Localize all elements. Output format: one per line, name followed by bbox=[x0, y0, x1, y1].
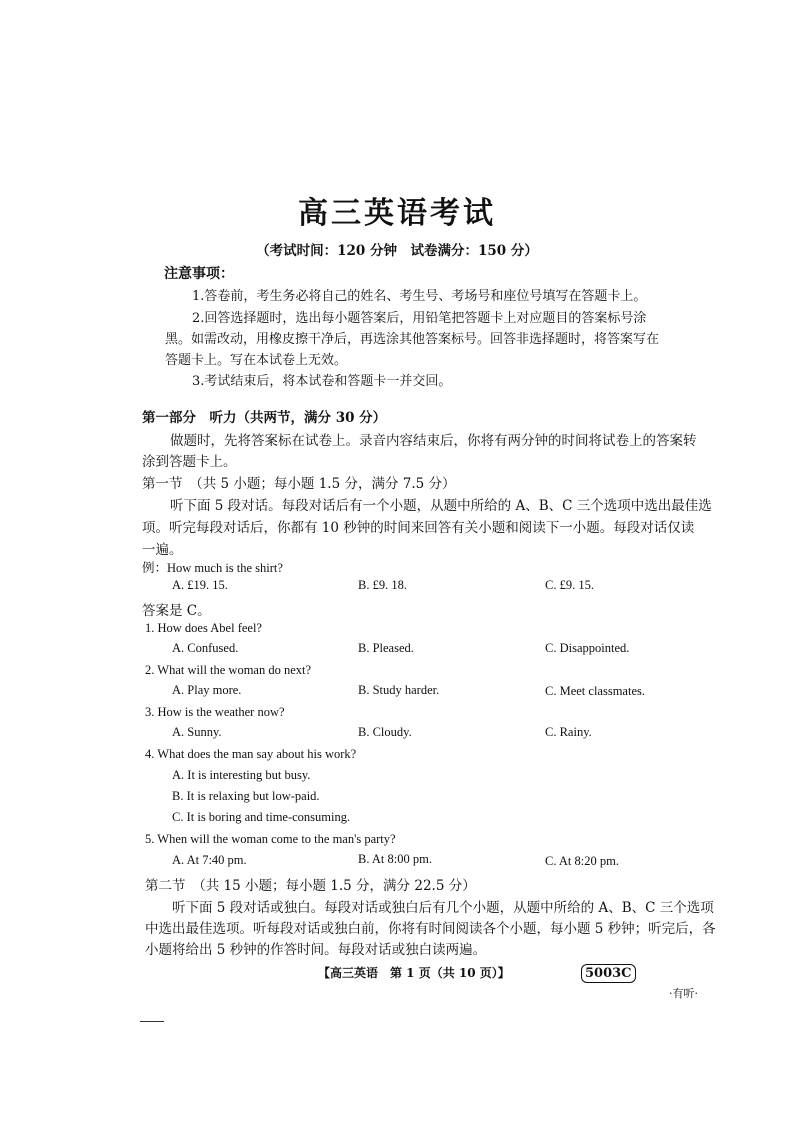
stray-text: ·有听· bbox=[669, 987, 698, 1000]
question-2-option-a: A. Play more. bbox=[172, 683, 242, 697]
question-2: 2. What will the woman do next? bbox=[145, 663, 312, 677]
part1-intro-line: 做题时，先将答案标在试卷上。录音内容结束后，你将有两分钟的时间将试卷上的答案转 bbox=[170, 433, 697, 449]
question-2-option-c: C. Meet classmates. bbox=[545, 684, 645, 698]
example-answer: 答案是 C。 bbox=[142, 603, 211, 619]
question-4-option-b: B. It is relaxing but low-paid. bbox=[172, 789, 320, 803]
question-4-option-a: A. It is interesting but busy. bbox=[172, 768, 311, 782]
question-1-option-b: B. Pleased. bbox=[358, 641, 414, 655]
question-4: 4. What does the man say about his work? bbox=[145, 747, 357, 761]
question-4-option-c: C. It is boring and time-consuming. bbox=[172, 810, 351, 824]
section2-intro-line: 中选出最佳选项。听每段对话或独白前，你将有时间阅读各个小题，每小题 5 秒钟；听完后，各 bbox=[145, 921, 716, 937]
question-3: 3. How is the weather now? bbox=[145, 705, 285, 719]
question-5-option-c: C. At 8:20 pm. bbox=[545, 854, 619, 868]
notice-line: 黑。如需改动，用橡皮擦干净后，再选涂其他答案标号。回答非选择题时，将答案写在 bbox=[165, 332, 660, 347]
question-5-option-a: A. At 7:40 pm. bbox=[172, 853, 247, 867]
section1-intro-line: 项。听完每段对话后，你都有 10 秒钟的时间来回答有关小题和阅读下一小题。每段对话仅读 bbox=[142, 520, 695, 536]
scan-mark-line bbox=[140, 1021, 164, 1022]
question-5-option-b: B. At 8:00 pm. bbox=[358, 852, 432, 866]
notice-line: 3.考试结束后，将本试卷和答题卡一并交回。 bbox=[192, 374, 452, 389]
question-3-option-b: B. Cloudy. bbox=[358, 725, 412, 739]
question-5: 5. When will the woman come to the man's party? bbox=[145, 832, 396, 846]
question-3-option-c: C. Rainy. bbox=[545, 725, 592, 739]
exam-code-badge: 5003C bbox=[581, 964, 636, 983]
question-1-option-c: C. Disappointed. bbox=[545, 641, 630, 655]
section1-intro-line: 听下面 5 段对话。每段对话后有一个小题，从题中所给的 A、B、C 三个选项中选出最佳选 bbox=[170, 498, 712, 514]
example-option-a: A. £19. 15. bbox=[172, 578, 228, 592]
notice-line: 答题卡上。写在本试卷上无效。 bbox=[165, 353, 348, 368]
section2-heading: 第二节 （共 15 小题；每小题 1.5 分，满分 22.5 分） bbox=[145, 878, 476, 894]
notice-line: 2.回答选择题时，选出每小题答案后，用铅笔把答题卡上对应题目的答案标号涂 bbox=[192, 311, 647, 326]
section2-intro-line: 小题将给出 5 秒钟的作答时间。每段对话或独白读两遍。 bbox=[145, 942, 487, 958]
question-1: 1. How does Abel feel? bbox=[145, 621, 262, 635]
notice-heading: 注意事项： bbox=[164, 266, 234, 282]
page-title: 高三英语考试 bbox=[298, 196, 496, 231]
section2-intro-line: 听下面 5 段对话或独白。每段对话或独白后有几个小题，从题中所给的 A、B、C 三个选项 bbox=[172, 900, 714, 916]
example-option-b: B. £9. 18. bbox=[358, 578, 407, 592]
page-number-label: 【高三英语 第 1 页（共 10 页）】 bbox=[318, 966, 510, 980]
section1-heading: 第一节 （共 5 小题；每小题 1.5 分，满分 7.5 分） bbox=[142, 476, 456, 492]
example-option-c: C. £9. 15. bbox=[545, 578, 594, 592]
part1-heading: 第一部分 听力（共两节，满分 30 分） bbox=[142, 410, 387, 426]
question-3-option-a: A. Sunny. bbox=[172, 725, 222, 739]
part1-intro-line: 涂到答题卡上。 bbox=[142, 454, 237, 470]
question-2-option-b: B. Study harder. bbox=[358, 683, 440, 697]
section1-intro-line: 一遍。 bbox=[142, 542, 183, 558]
notice-line: 1.答卷前，考生务必将自己的姓名、考生号、考场号和座位号填写在答题卡上。 bbox=[192, 289, 647, 304]
example-question: 例：How much is the shirt? bbox=[142, 561, 283, 575]
exam-time-and-score: （考试时间：120 分钟 试卷满分：150 分） bbox=[256, 243, 538, 259]
question-1-option-a: A. Confused. bbox=[172, 641, 239, 655]
